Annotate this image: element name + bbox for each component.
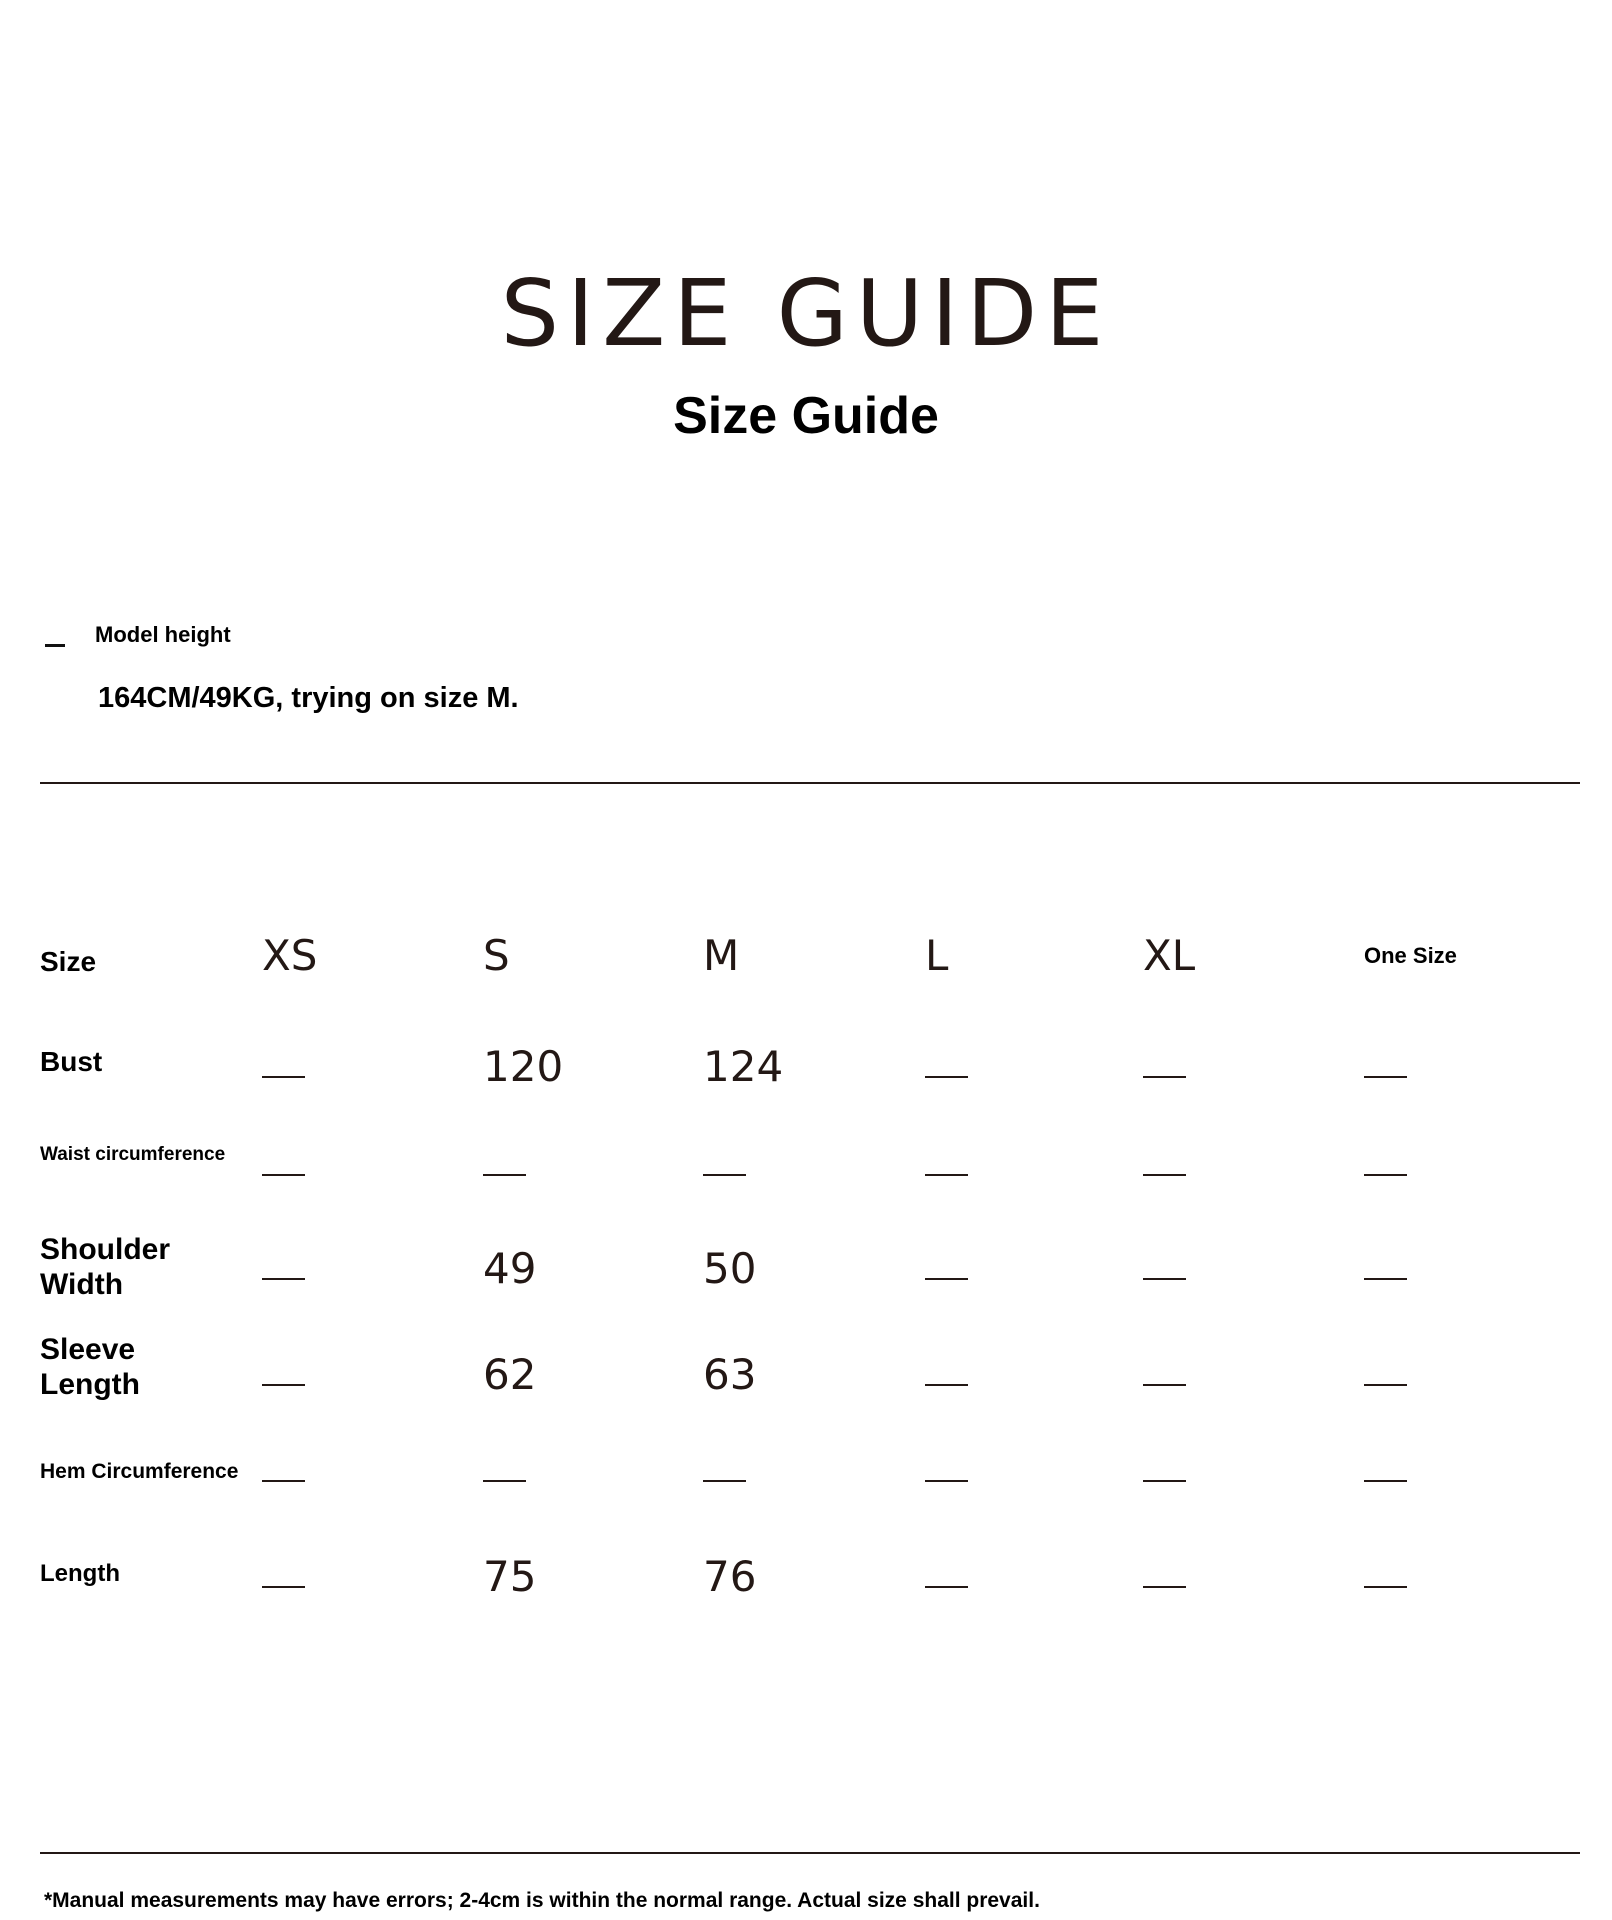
size-header-cell: M <box>703 931 740 980</box>
row-label: Bust <box>40 1046 103 1077</box>
model-height-value: 164CM/49KG, trying on size M. <box>98 682 519 714</box>
empty-value-dash <box>925 1480 968 1482</box>
table-cell: 124 <box>703 1042 784 1091</box>
table-cell: 62 <box>483 1350 537 1399</box>
empty-value-dash <box>1143 1278 1186 1280</box>
empty-value-dash <box>1143 1480 1186 1482</box>
empty-value-dash <box>1143 1384 1186 1386</box>
empty-value-dash <box>483 1480 526 1482</box>
empty-value-dash <box>1364 1278 1407 1280</box>
empty-value-dash <box>925 1174 968 1176</box>
row-label: Shoulder Width <box>40 1233 171 1301</box>
size-header-cell: One Size <box>1364 943 1457 968</box>
empty-value-dash <box>1364 1480 1407 1482</box>
size-header-cell: XL <box>1143 931 1196 980</box>
size-header-cell: L <box>925 931 949 980</box>
empty-value-dash <box>1364 1076 1407 1078</box>
size-header-cell: S <box>483 931 510 980</box>
empty-value-dash <box>925 1076 968 1078</box>
table-cell: 76 <box>703 1552 757 1601</box>
section-dash-mark <box>45 644 65 647</box>
empty-value-dash <box>925 1586 968 1588</box>
empty-value-dash <box>262 1076 305 1078</box>
empty-value-dash <box>1364 1174 1407 1176</box>
empty-value-dash <box>262 1586 305 1588</box>
table-cell: 120 <box>483 1042 564 1091</box>
table-cell: 49 <box>483 1244 537 1293</box>
row-label: Hem Circumference <box>40 1460 239 1483</box>
row-label: Sleeve Length <box>40 1333 140 1401</box>
empty-value-dash <box>262 1480 305 1482</box>
table-cell: 63 <box>703 1350 757 1399</box>
empty-value-dash <box>1364 1384 1407 1386</box>
empty-value-dash <box>262 1174 305 1176</box>
row-label: Length <box>40 1560 120 1587</box>
top-divider <box>40 782 1580 784</box>
empty-value-dash <box>703 1480 746 1482</box>
empty-value-dash <box>925 1384 968 1386</box>
bottom-divider <box>40 1852 1580 1854</box>
empty-value-dash <box>1143 1174 1186 1176</box>
empty-value-dash <box>262 1278 305 1280</box>
empty-value-dash <box>1143 1076 1186 1078</box>
table-cell: 75 <box>483 1552 537 1601</box>
measurement-footnote: *Manual measurements may have errors; 2-4cm is within the normal range. Actual size shall prevail. <box>44 1889 1040 1912</box>
empty-value-dash <box>925 1278 968 1280</box>
empty-value-dash <box>262 1384 305 1386</box>
empty-value-dash <box>483 1174 526 1176</box>
model-height-label: Model height <box>95 622 231 647</box>
size-header-label: Size <box>40 946 97 977</box>
page-title: SIZE GUIDE <box>500 260 1112 367</box>
empty-value-dash <box>1364 1586 1407 1588</box>
page-subtitle: Size Guide <box>673 387 939 445</box>
size-header-cell: XS <box>262 931 318 980</box>
row-label: Waist circumference <box>40 1144 226 1165</box>
empty-value-dash <box>703 1174 746 1176</box>
empty-value-dash <box>1143 1586 1186 1588</box>
table-cell: 50 <box>703 1244 757 1293</box>
